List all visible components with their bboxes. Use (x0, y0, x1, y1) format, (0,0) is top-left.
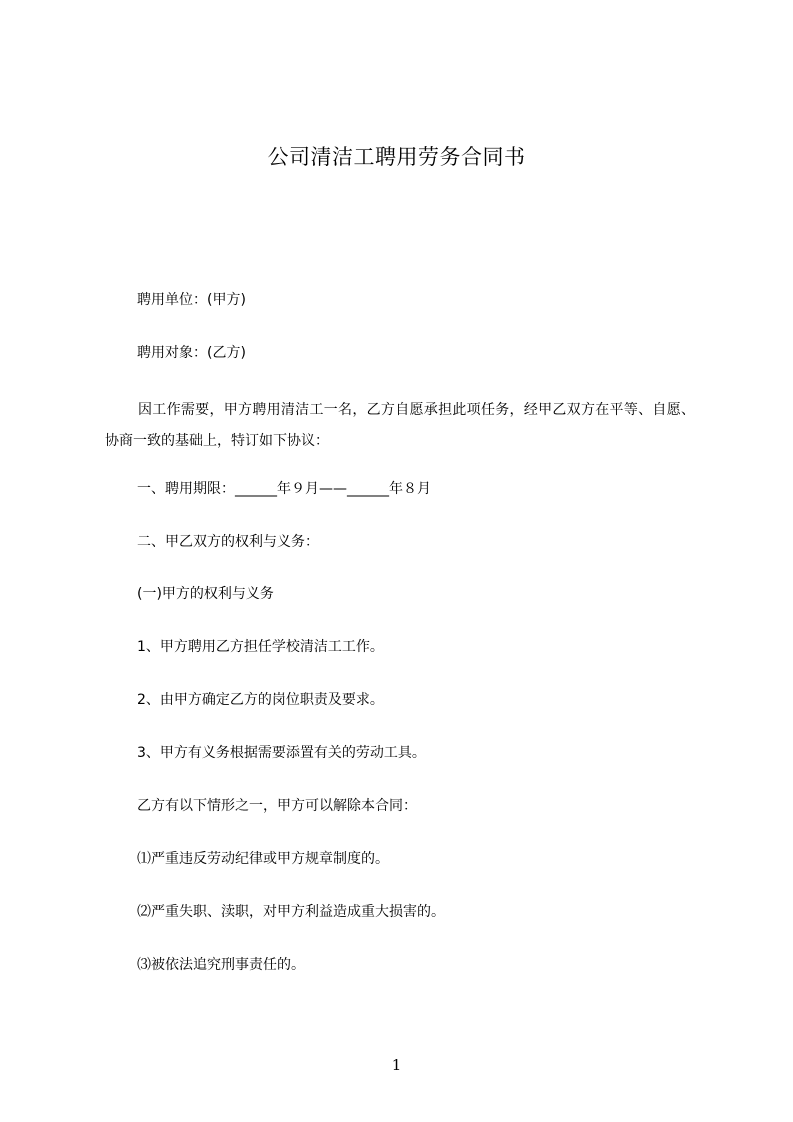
rights-obligations-heading: 二、甲乙双方的权利与义务： (137, 534, 319, 550)
employee-line: 聘用对象：(乙方) (137, 345, 246, 361)
termination-intro: 乙方有以下情形之一，甲方可以解除本合同： (137, 798, 417, 814)
party-a-subheading: (一)甲方的权利与义务 (137, 586, 274, 602)
termination-item-2: ⑵严重失职、渎职，对甲方利益造成重大损害的。 (137, 904, 445, 920)
termination-item-3: ⑶被依法追究刑事责任的。 (137, 957, 305, 973)
employer-line: 聘用单位：(甲方) (137, 292, 246, 308)
preamble-paragraph: 因工作需要，甲方聘用清洁工一名，乙方自愿承担此项任务，经甲乙双方在平等、自愿、协商一致的基础上，特订如下协议： (105, 402, 695, 449)
document-title: 公司清洁工聘用劳务合同书 (267, 145, 526, 169)
termination-item-1: ⑴严重违反劳动纪律或甲方规章制度的。 (137, 851, 389, 867)
clause-2: 2、由甲方确定乙方的岗位职责及要求。 (137, 692, 384, 708)
term-clause: 一、聘用期限：______年９月——______年８月 (137, 481, 431, 497)
clause-3: 3、甲方有义务根据需要添置有关的劳动工具。 (137, 745, 426, 761)
clause-1: 1、甲方聘用乙方担任学校清洁工工作。 (137, 639, 384, 655)
page-number: 1 (391, 1056, 402, 1074)
